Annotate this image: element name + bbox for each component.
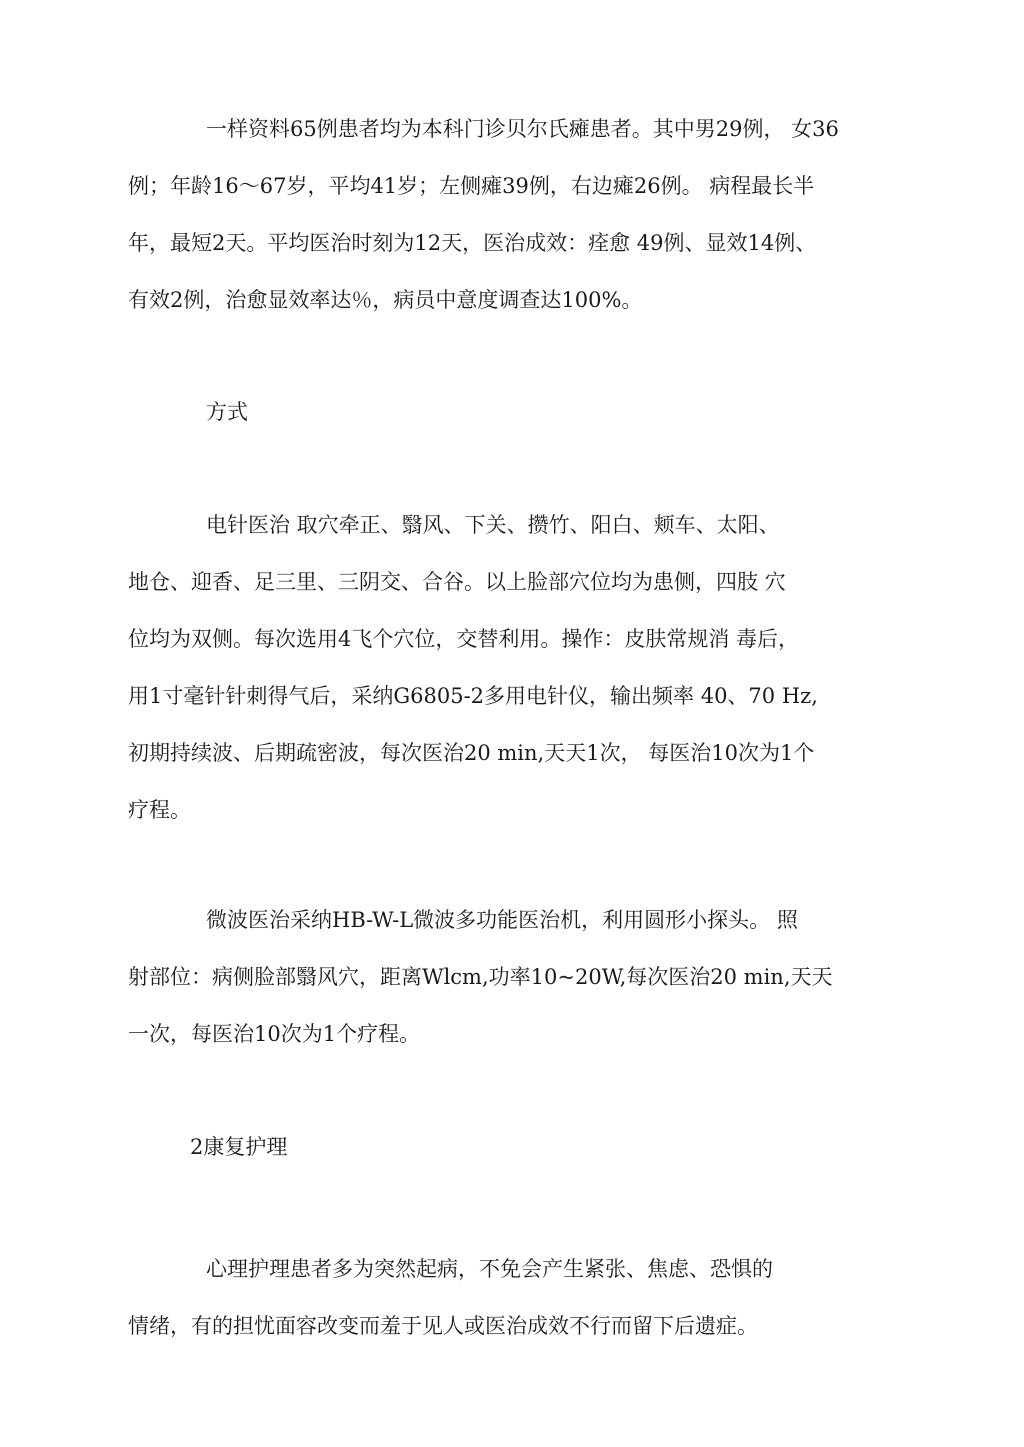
paragraph-line: 有效2例，治愈显效率达％，病员中意度调查达100%。 [128, 288, 643, 312]
section-heading-rehab: 2康复护理 [190, 1135, 288, 1159]
paragraph-line: 初期持续波、后期疏密波，每次医治20 min,天天1次， 每医治10次为1个 [128, 741, 815, 765]
paragraph-line: 例；年龄16～67岁，平均41岁；左侧瘫39例，右边瘫26例。 病程最长半 [128, 174, 815, 198]
paragraph-line: 年，最短2天。平均医治时刻为12天，医治成效：痊愈 49例、显效14例、 [128, 231, 817, 255]
section-heading-method: 方式 [206, 400, 248, 424]
paragraph-line: 情绪，有的担忧面容改变而羞于见人或医治成效不行而留下后遗症。 [128, 1314, 758, 1338]
paragraph-line: 地仓、迎香、足三里、三阴交、合谷。以上脸部穴位均为患侧，四肢 穴 [128, 570, 786, 594]
paragraph-line: 疗程。 [128, 798, 191, 822]
paragraph-microwave [128, 892, 918, 1063]
paragraph-line: 用1寸毫针针刺得气后，采纳G6805-2多用电针仪，输出频率 40、70 Hz, [128, 684, 818, 708]
paragraph-line: 微波医治采纳HB-W-L微波多功能医治机，利用圆形小探头。 照 [206, 908, 798, 932]
paragraph-line: 心理护理患者多为突然起病，不免会产生紧张、焦虑、恐惧的 [206, 1257, 773, 1281]
paragraph-line: 射部位：病侧脸部翳风穴，距离Wlcm,功率10~20W,每次医治20 min,天天 [128, 965, 833, 989]
paragraph-line: 电针医治 取穴牵正、翳风、下关、攒竹、阳白、颊车、太阳、 [206, 513, 780, 537]
paragraph-general-info [128, 101, 918, 329]
paragraph-psychological-care [128, 1241, 918, 1355]
paragraph-line: 一次，每医治10次为1个疗程。 [128, 1022, 421, 1046]
paragraph-line: 一样资料65例患者均为本科门诊贝尔氏瘫患者。其中男29例， 女36 [206, 117, 839, 141]
paragraph-electroacupuncture [128, 497, 918, 839]
paragraph-line: 位均为双侧。每次选用4飞个穴位，交替利用。操作：皮肤常规消 毒后， [128, 627, 800, 651]
